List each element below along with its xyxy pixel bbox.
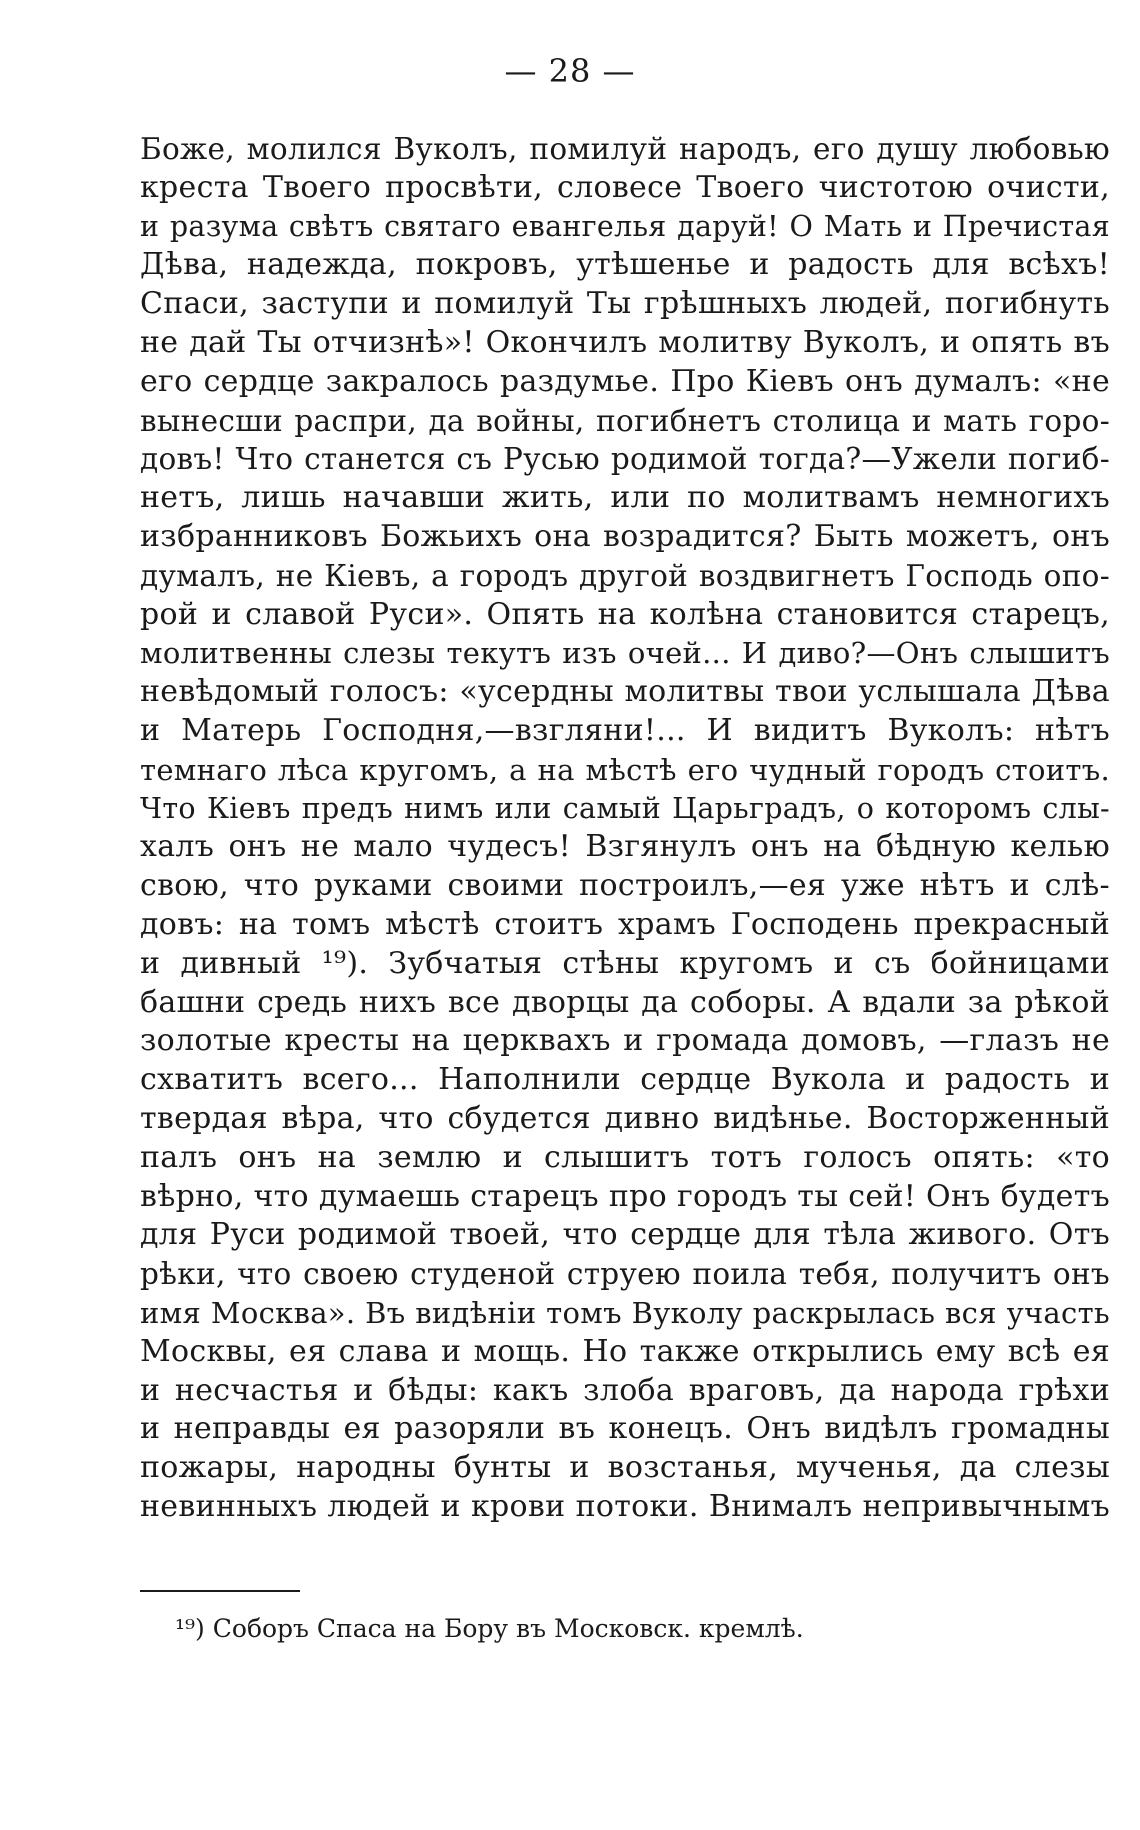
- text-line: креста Твоего просвѣти, словесе Твоего чистотою очисти,: [140, 169, 1110, 205]
- text-line: вынесши распри, да войны, погибнетъ столица и мать горо-: [140, 403, 1110, 438]
- text-line: не дай Ты отчизнѣ»! Окончилъ молитву Вуколъ, и опять въ: [140, 324, 1110, 360]
- footnote-separator: [140, 1590, 300, 1592]
- text-line: его сердце закралось раздумье. Про Кіевъ онъ думалъ: «не: [140, 363, 1110, 399]
- text-line: нетъ, лишь начавши жить, или по молитвамъ немногихъ: [140, 480, 1110, 516]
- text-line: башни средь нихъ все дворцы да соборы. А вдали за рѣкой: [140, 984, 1110, 1020]
- text-line: Спаси, заступи и помилуй Ты грѣшныхъ людей, погибнуть: [140, 286, 1110, 322]
- text-line: молитвенны слезы текутъ изъ очей... И диво?—Онъ слышитъ: [140, 636, 1110, 671]
- text-line: твердая вѣра, что сбудется дивно видѣнье. Восторженный: [140, 1100, 1110, 1136]
- text-line: свою, что руками своими построилъ,—ея уже нѣтъ и слѣ-: [140, 868, 1110, 904]
- text-line: избранниковъ Божьихъ она возрадится? Быть можетъ, онъ: [140, 518, 1110, 554]
- text-line: и несчастья и бѣды: какъ злоба враговъ, да народа грѣхи: [140, 1372, 1110, 1408]
- text-line: Москвы, ея слава и мощь. Но также открылись ему всѣ ея: [140, 1333, 1110, 1369]
- body-text: [140, 130, 1110, 1527]
- text-line: вѣрно, что думаешь старецъ про городъ ты сей! Онъ будетъ: [140, 1178, 1110, 1214]
- text-line: и Матерь Господня,—взгляни!... И видитъ Вуколъ: нѣтъ: [140, 712, 1110, 748]
- text-line: Что Кіевъ предъ нимъ или самый Царьградъ, о которомъ слы-: [140, 791, 1110, 825]
- text-line: Боже, молился Вуколъ, помилуй народъ, его душу любовью: [140, 132, 1110, 166]
- footnote-text: Соборъ Спаса на Бору въ Московск. кремлѣ.: [212, 1614, 804, 1643]
- text-line: и дивный ¹⁹). Зубчатыя стѣны кругомъ и съ бойницами: [140, 945, 1110, 981]
- text-line: золотые кресты на церквахъ и громада домовъ, —глазъ не: [140, 1023, 1110, 1059]
- text-line: темнаго лѣса кругомъ, а на мѣстѣ его чудный городъ стоитъ.: [140, 752, 1110, 787]
- text-line: невинныхъ людей и крови потоки. Внималъ непривычнымъ: [140, 1488, 1110, 1524]
- footnote: [175, 1612, 804, 1646]
- text-line: довъ! Что станется съ Русью родимой тогда?—Ужели погиб-: [140, 442, 1110, 477]
- text-line: схватитъ всего... Наполнили сердце Вукола и радость и: [140, 1062, 1110, 1098]
- page-number: — 28 —: [504, 52, 636, 90]
- text-line: и неправды ея разоряли въ конецъ. Онъ видѣлъ громадны: [140, 1411, 1110, 1447]
- text-line: думалъ, не Кіевъ, а городъ другой воздвигнетъ Господь опо-: [140, 558, 1110, 593]
- text-line: рѣки, что своею студеной струею поила тебя, получитъ онъ: [140, 1257, 1110, 1292]
- text-line: невѣдомый голосъ: «усердны молитвы твои услышала Дѣва: [140, 674, 1110, 710]
- text-line: рой и славой Руси». Опять на колѣна становится старецъ,: [140, 596, 1110, 632]
- text-line: Дѣва, надежда, покровъ, утѣшенье и радость для всѣхъ!: [140, 247, 1110, 283]
- text-line: халъ онъ не мало чудесъ! Взгянулъ онъ на бѣдную келью: [140, 829, 1110, 865]
- text-line: довъ: на томъ мѣстѣ стоитъ храмъ Господень прекрасный: [140, 906, 1110, 942]
- footnote-marker: ¹⁹): [175, 1614, 205, 1643]
- text-line: имя Москва». Въ видѣніи томъ Вуколу раскрылась вся участь: [140, 1295, 1110, 1330]
- text-line: палъ онъ на землю и слышитъ тотъ голосъ опять: «то: [140, 1139, 1110, 1175]
- text-line: пожары, народны бунты и возстанья, мученья, да слезы: [140, 1450, 1110, 1486]
- text-line: и разума свѣтъ святаго евангелья даруй! О Мать и Пречистая: [140, 209, 1110, 243]
- text-line: для Руси родимой твоей, что сердце для тѣла живого. Отъ: [140, 1217, 1110, 1253]
